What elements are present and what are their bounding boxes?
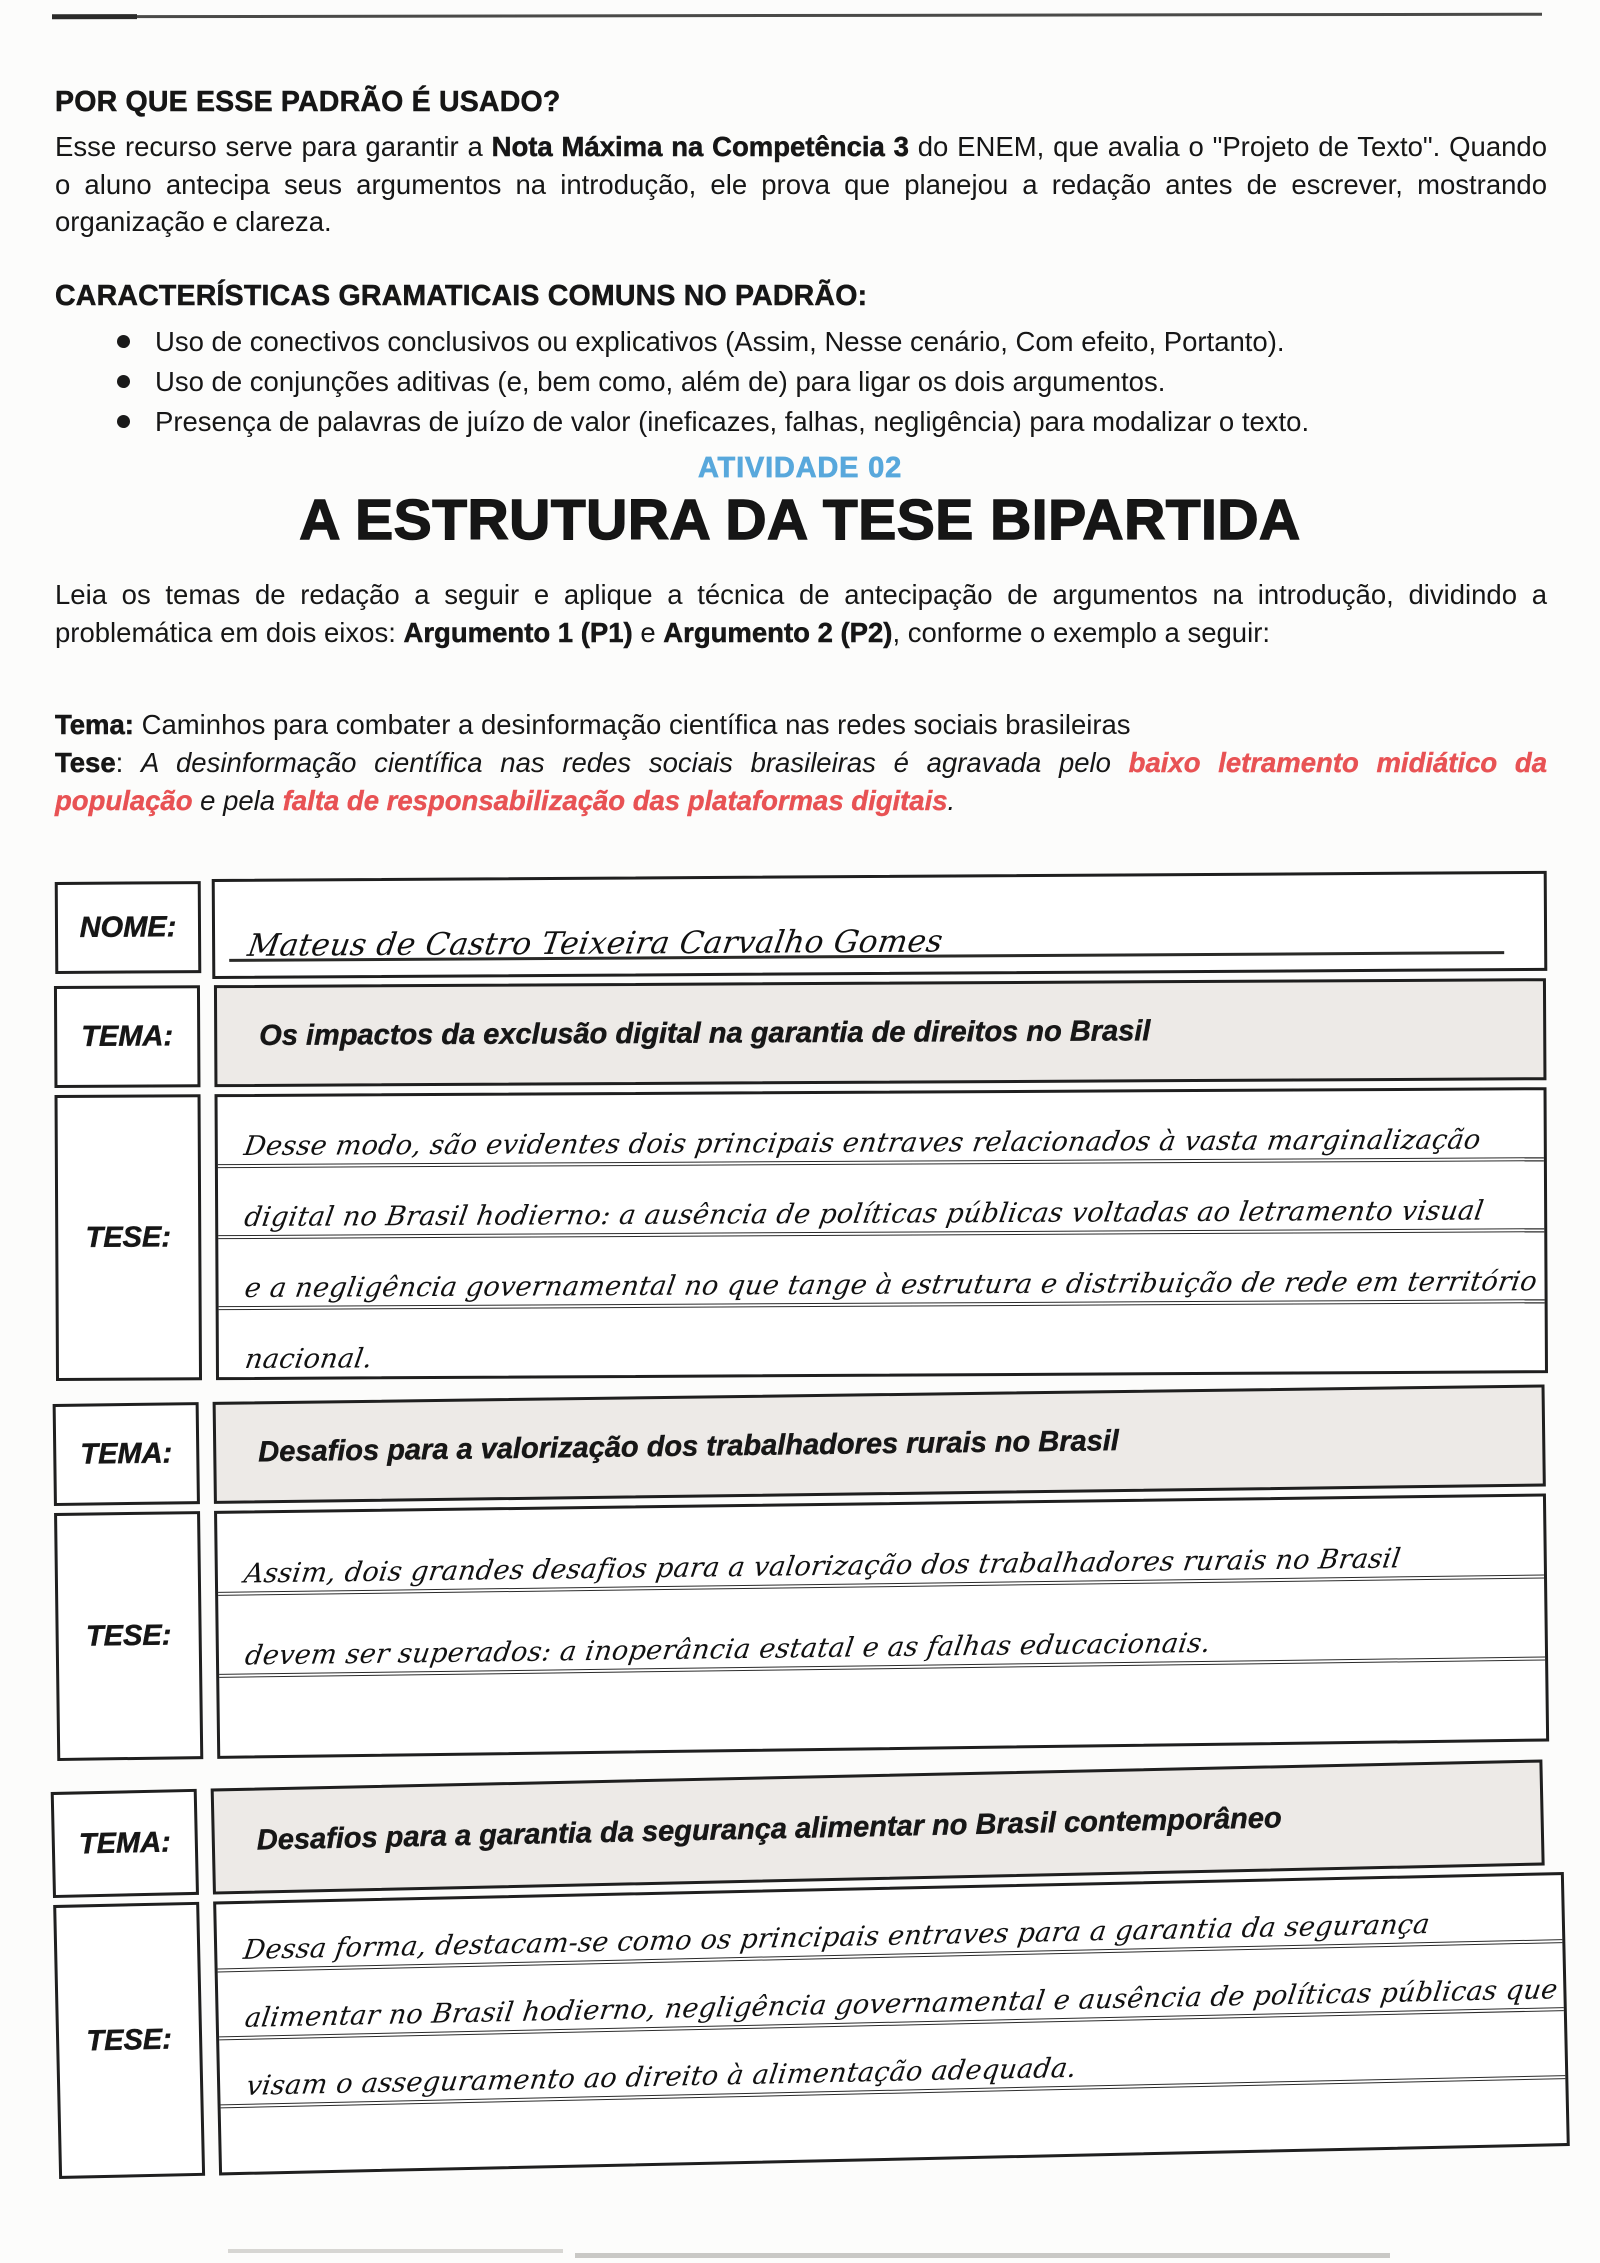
answer-table-3 — [51, 1759, 1560, 2185]
scan-edge-artifact-bottom-right — [575, 2253, 1390, 2258]
tema-text: Desafios para a garantia da segurança alimentar no Brasil contemporâneo — [256, 1801, 1282, 1857]
scan-edge-artifact-top-dark-segment — [52, 14, 137, 19]
tese-label: TESE: — [86, 2022, 173, 2057]
writing-line-empty — [219, 1661, 1546, 1756]
handwritten-tese-line: e a negligência governamental no que tange à estrutura e distribuição de rede em território — [242, 1266, 1540, 1305]
bullet-icon — [117, 335, 130, 348]
name-form — [55, 871, 1548, 974]
section-why-paragraph — [55, 128, 1547, 241]
section-why-heading: POR QUE ESSE PADRÃO É USADO? — [55, 86, 561, 118]
activity-instructions — [55, 576, 1547, 651]
tema-row — [53, 1384, 1546, 1506]
why-text-prefix: Esse recurso serve para garantir a — [55, 131, 492, 162]
tese-row — [54, 1493, 1549, 1761]
name-field — [212, 871, 1548, 979]
tema-label-cell — [51, 1789, 199, 1898]
handwritten-tese-line: nacional. — [242, 1343, 375, 1376]
tese-label-cell — [55, 1094, 202, 1381]
scan-edge-artifact-top — [52, 13, 1542, 19]
tese-label-cell — [54, 1511, 203, 1761]
tese-answer-area — [213, 1872, 1569, 2175]
why-text-bold: Nota Máxima na Competência 3 — [491, 131, 909, 162]
tese-label: TESE: — [85, 1220, 172, 1254]
tema-label-cell — [54, 985, 201, 1088]
tema-label: TEMA: — [81, 1019, 174, 1053]
section-why-pattern — [55, 86, 1547, 241]
list-item — [117, 322, 1547, 362]
example-tese-plain-1: A desinformação científica nas redes sociais brasileiras é agravada pelo — [140, 747, 1129, 778]
example-tese-period: . — [947, 785, 956, 816]
section-grammar-features — [55, 280, 1547, 442]
name-label: NOME: — [79, 910, 177, 944]
bullet-icon — [117, 375, 130, 388]
answer-table-1 — [54, 978, 1548, 1388]
handwritten-tese-line: devem ser superados: a inoperância estatal e as falhas educacionais. — [243, 1627, 1213, 1672]
example-tema-line — [55, 706, 1547, 744]
example-tese-highlight-1: baixo letramento midiático da população — [55, 747, 1547, 816]
handwritten-tese-line: Assim, dois grandes desafios para a valorização dos trabalhadores rurais no Brasil — [242, 1543, 1403, 1590]
handwritten-tese-line: visam o asseguramento ao direito à alimentação adequada. — [244, 2052, 1079, 2102]
list-item-text: Uso de conectivos conclusivos ou explicativos (Assim, Nesse cenário, Com efeito, Portanto). — [155, 326, 1285, 357]
example-block — [55, 706, 1547, 820]
example-tese-label: Tese — [55, 747, 116, 778]
bullet-icon — [117, 415, 130, 428]
instr-prefix: Leia os temas de redação a seguir e aplique a técnica de antecipação de argumentos na introdução, dividindo a problemática em dois eixos: — [55, 579, 1547, 648]
activity-title: A ESTRUTURA DA TESE BIPARTIDA — [299, 488, 1301, 552]
scan-edge-artifact-bottom-left — [228, 2249, 563, 2253]
handwritten-tese-line: Dessa forma, destacam-se como os principais entraves para a garantia da segurança — [241, 1908, 1432, 1966]
example-tese-line — [55, 744, 1547, 820]
grammar-features-list — [55, 322, 1547, 442]
handwritten-tese-line: alimentar no Brasil hodierno, negligência governamental e ausência de políticas públicas que — [243, 1974, 1560, 2034]
list-item — [117, 402, 1547, 442]
example-tese-plain-2: e pela — [192, 785, 283, 816]
instr-mid: e — [632, 616, 664, 648]
list-item-text: Presença de palavras de juízo de valor (ineficazes, falhas, negligência) para modalizar o texto. — [155, 406, 1310, 437]
list-item — [117, 362, 1547, 402]
handwritten-name: Mateus de Castro Teixeira Carvalho Gomes — [245, 923, 946, 964]
list-item-text: Uso de conjunções aditivas (e, bem como, além de) para ligar os dois argumentos. — [155, 366, 1166, 397]
tema-text: Desafios para a valorização dos trabalhadores rurais no Brasil — [258, 1424, 1120, 1468]
activity-number-label: ATIVIDADE 02 — [697, 452, 903, 484]
instr-bold-arg2: Argumento 2 (P2) — [663, 616, 893, 648]
instr-bold-arg1: Argumento 1 (P1) — [403, 616, 633, 648]
tema-text-cell — [213, 1384, 1546, 1503]
tese-row — [53, 1872, 1560, 2178]
why-text-suffix: do ENEM, que avalia o "Projeto de Texto". Quando o aluno antecipa seus argumentos na introdução, ele prova que planejou a redação antes de escrever, mostrando organização e clareza. — [55, 131, 1548, 237]
writing-line — [218, 1161, 1544, 1239]
tema-text-cell — [214, 978, 1547, 1087]
tese-label: TESE: — [85, 1618, 172, 1653]
tema-row — [54, 978, 1547, 1088]
example-tema-text: Caminhos para combater a desinformação científica nas redes sociais brasileiras — [133, 709, 1131, 740]
handwritten-tese-line: digital no Brasil hodierno: a ausência de políticas públicas voltadas ao letramento visual — [242, 1195, 1486, 1234]
writing-line — [218, 1232, 1544, 1310]
handwritten-tese-line: Desse modo, são evidentes dois principais entraves relacionados à vasta marginalização — [241, 1124, 1483, 1163]
instructions-paragraph — [55, 576, 1547, 651]
writing-line — [218, 1090, 1544, 1168]
tema-label: TEMA: — [80, 1436, 173, 1471]
tema-label-cell — [53, 1402, 200, 1506]
tese-answer-area — [215, 1087, 1548, 1380]
example-tese-separator: : — [115, 747, 141, 778]
tema-text: Os impactos da exclusão digital na garantia de direitos no Brasil — [259, 1014, 1151, 1052]
writing-line — [219, 1303, 1545, 1377]
example-tese-highlight-2: falta de responsabilização das plataformas digitais — [282, 785, 948, 816]
tese-answer-area — [214, 1493, 1549, 1758]
section-grammar-heading: CARACTERÍSTICAS GRAMATICAIS COMUNS NO PADRÃO: — [55, 280, 868, 312]
tese-label-cell — [53, 1902, 205, 2179]
answer-table-2 — [53, 1384, 1550, 1767]
instr-suffix: , conforme o exemplo a seguir: — [892, 616, 1271, 648]
tema-text-cell — [211, 1759, 1545, 1894]
tema-label: TEMA: — [78, 1825, 172, 1860]
tese-row — [55, 1087, 1548, 1381]
name-label-box — [55, 881, 202, 974]
example-tema-label: Tema: — [55, 709, 134, 740]
